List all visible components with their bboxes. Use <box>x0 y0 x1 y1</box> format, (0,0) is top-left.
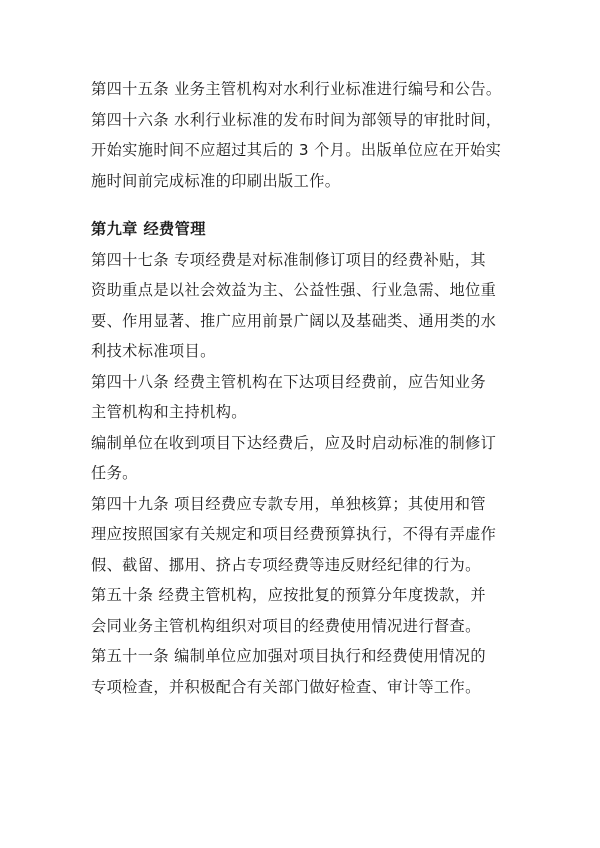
text-line: 施时间前完成标准的印刷出版工作。 <box>91 171 341 190</box>
chapter-heading: 第九章 经费管理 <box>91 220 206 238</box>
text-line: 假、截留、挪用、挤占专项经费等违反财经纪律的行为。 <box>91 555 481 574</box>
text-line: 第四十六条 水利行业标准的发布时间为部领导的审批时间， <box>91 110 502 129</box>
article-48 <box>91 367 515 428</box>
text-line: 开始实施时间不应超过其后的 3 个月。出版单位应在开始实 <box>91 141 502 159</box>
document-body <box>91 74 515 702</box>
text-line: 主管机构和主持机构。 <box>91 403 247 421</box>
text-line: 要、作用显著、推广应用前景广阔以及基础类、通用类的水 <box>91 311 497 330</box>
article-47 <box>91 245 515 367</box>
article-49 <box>91 489 515 581</box>
text-line: 理应按照国家有关规定和项目经费预算执行，不得有弄虚作 <box>91 525 497 543</box>
text-line: 第四十五条 业务主管机构对水利行业标准进行编号和公告。 <box>91 80 502 98</box>
text-line: 利技术标准项目。 <box>91 342 216 360</box>
text-line: 任务。 <box>91 464 138 482</box>
text-line: 会同业务主管机构组织对项目的经费使用情况进行督查。 <box>91 616 481 635</box>
text-line: 第五十一条 编制单位应加强对项目执行和经费使用情况的 <box>91 647 486 665</box>
article-45 <box>91 74 515 105</box>
text-line: 专项检查，并积极配合有关部门做好检查、审计等工作。 <box>91 677 481 696</box>
text-line: 资助重点是以社会效益为主、公益性强、行业急需、地位重 <box>91 281 497 299</box>
text-line: 第四十七条 专项经费是对标准制修订项目的经费补贴，其 <box>91 250 486 269</box>
article-51 <box>91 641 515 702</box>
text-line: 第四十八条 经费主管机构在下达项目经费前，应告知业务 <box>91 372 486 391</box>
text-line: 第四十九条 项目经费应专款专用，单独核算；其使用和管 <box>91 494 486 513</box>
text-line: 编制单位在收到项目下达经费后，应及时启动标准的制修订 <box>91 433 497 452</box>
article-48-continued <box>91 428 515 489</box>
article-46 <box>91 105 515 197</box>
spacer <box>91 196 515 206</box>
text-line: 第五十条 经费主管机构，应按批复的预算分年度拨款，并 <box>91 586 486 604</box>
article-50 <box>91 580 515 641</box>
